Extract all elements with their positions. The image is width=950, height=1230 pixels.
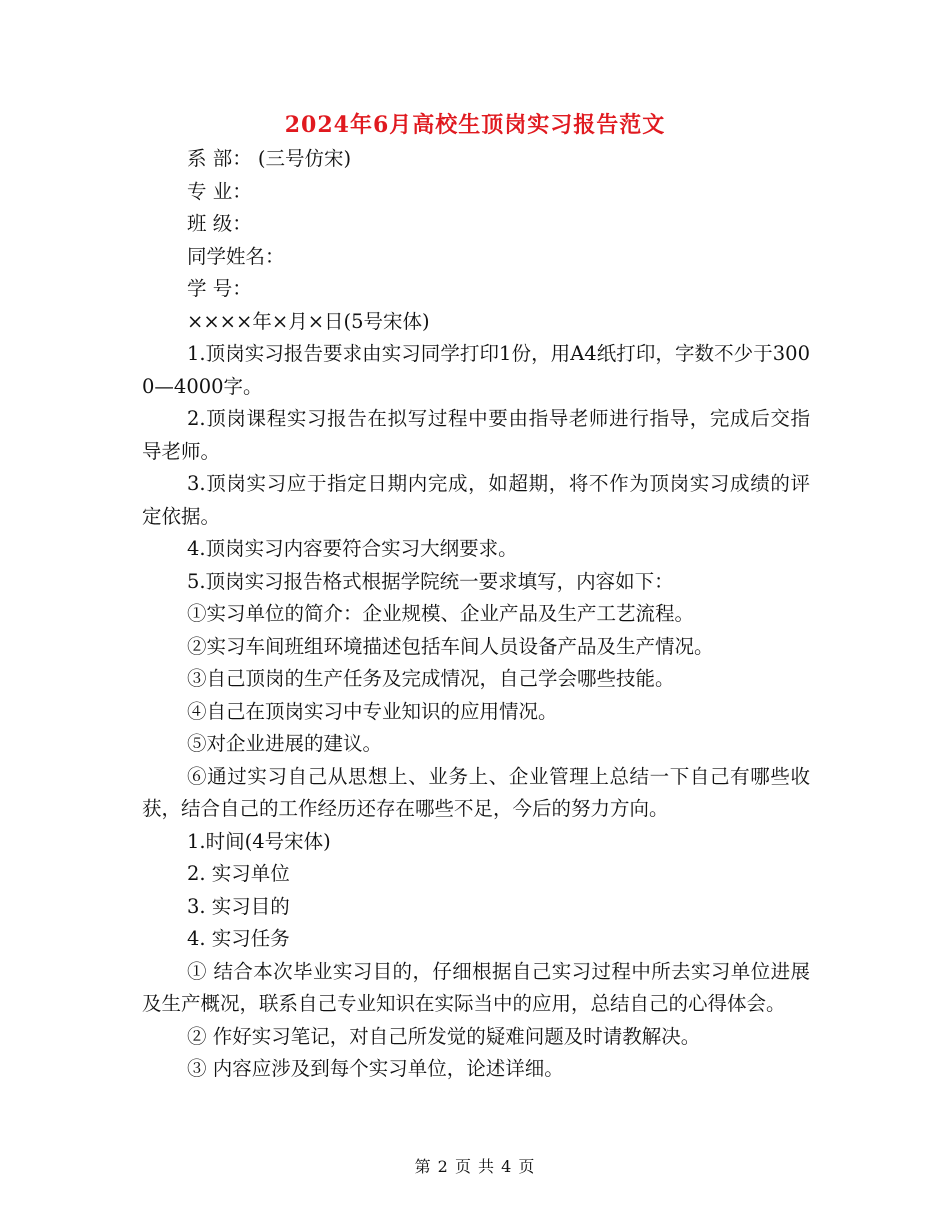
content-item-5: ⑤对企业进展的建议。: [187, 732, 383, 755]
task-item-3: ③ 内容应涉及到每个实习单位，论述详细。: [187, 1057, 564, 1080]
task-item-2: ② 作好实习笔记，对自己所发觉的疑难问题及时请教解决。: [187, 1024, 701, 1048]
section-purpose: 3. 实习目的: [187, 894, 290, 918]
requirement-3: 3.顶岗实习应于指定日期内完成，如超期，将不作为顶岗实习成绩的评定依据。: [142, 472, 810, 528]
field-class: 班 级：: [187, 212, 252, 235]
field-major: 专 业：: [187, 179, 252, 203]
content-item-4: ④自己在顶岗实习中专业知识的应用情况。: [187, 699, 558, 723]
task-item-1: ① 结合本次毕业实习目的，仔细根据自己实习过程中所去实习单位进展及生产概况，联系自己专业知识在实际当中的应用，总结自己的心得体会。: [142, 959, 810, 1015]
field-department: 系 部： (三号仿宋): [187, 147, 352, 170]
document-body: [142, 143, 810, 1086]
content-item-2: ②实习车间班组环境描述包括车间人员设备产品及生产情况。: [187, 634, 714, 658]
content-item-6: ⑥通过实习自己从思想上、业务上、企业管理上总结一下自己有哪些收获，结合自己的工作经历还存在哪些不足，今后的努力方向。: [142, 764, 810, 820]
requirement-1: 1.顶岗实习报告要求由实习同学打印1份，用A4纸打印，字数不少于3000—4000字。: [142, 342, 810, 398]
field-date: ××××年×月×日(5号宋体): [187, 309, 430, 333]
document-title: 2024年6月高校生顶岗实习报告范文: [284, 112, 666, 138]
requirement-5: 5.顶岗实习报告格式根据学院统一要求填写，内容如下：: [187, 569, 674, 593]
requirement-2: 2.顶岗课程实习报告在拟写过程中要由指导老师进行指导，完成后交指导老师。: [142, 407, 810, 463]
section-time: 1.时间(4号宋体): [187, 829, 331, 853]
page-number-footer: 第 2 页 共 4 页: [414, 1157, 536, 1176]
requirement-4: 4.顶岗实习内容要符合实习大纲要求。: [187, 537, 518, 560]
field-student-name: 同学姓名：: [187, 244, 285, 268]
section-unit: 2. 实习单位: [187, 862, 290, 885]
section-task: 4. 实习任务: [187, 927, 290, 950]
content-item-1: ①实习单位的简介：企业规模、企业产品及生产工艺流程。: [187, 602, 695, 625]
content-item-3: ③自己顶岗的生产任务及完成情况，自己学会哪些技能。: [187, 667, 675, 690]
field-student-id: 学 号：: [187, 277, 252, 300]
